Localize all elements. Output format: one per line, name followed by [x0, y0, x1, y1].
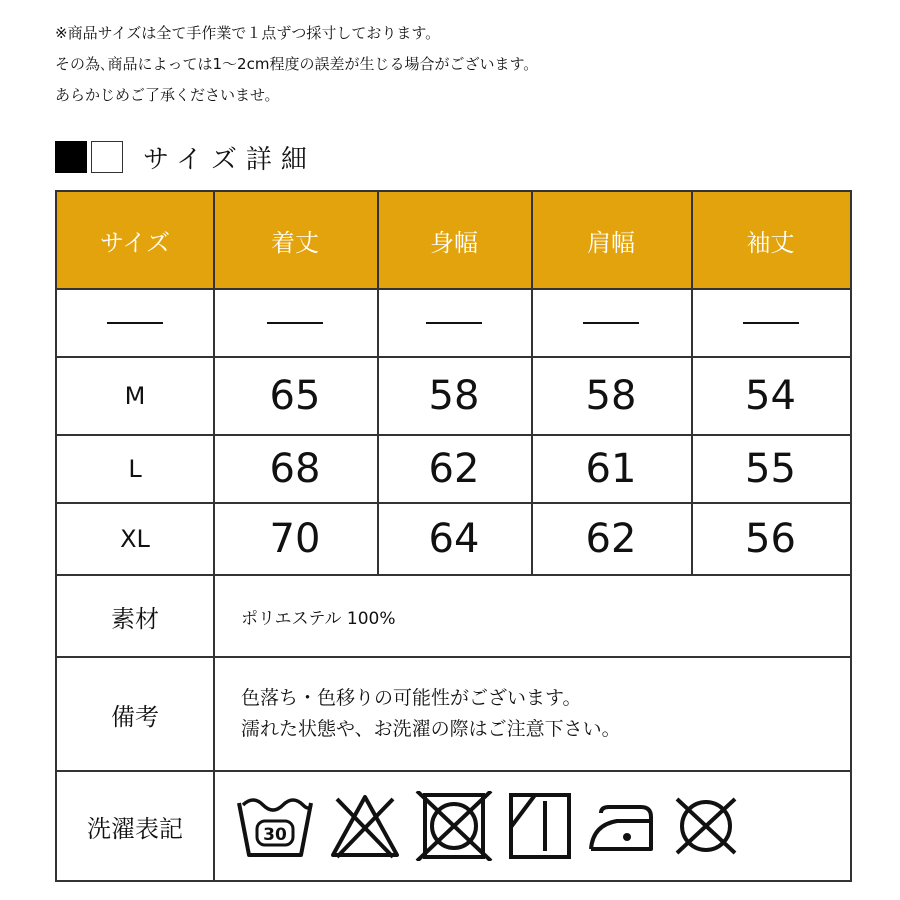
l-length: 68: [269, 446, 321, 492]
remarks-label: 備考: [111, 702, 159, 731]
size-xl: XL: [120, 525, 150, 553]
xl-length: 70: [269, 516, 321, 562]
remarks-line-1: 色落ち・色移りの可能性がございます。: [241, 687, 582, 709]
grid-line: [691, 192, 693, 574]
m-shoulder: 58: [585, 373, 637, 419]
grid-line: [57, 770, 850, 772]
section-title-text: サイズ詳細: [143, 144, 316, 175]
table-row: [57, 290, 850, 356]
note-line-2: その為､商品によっては1～2cm程度の誤差が生じる場合がございます。: [55, 55, 539, 73]
l-width: 62: [428, 446, 480, 492]
section-title: [55, 138, 316, 176]
m-width: 58: [428, 373, 480, 419]
grid-line: [57, 574, 850, 576]
size-notes: [55, 18, 538, 111]
no-dry-clean-icon: [671, 791, 741, 861]
care-icons: [215, 772, 850, 880]
dash-mark: [583, 322, 639, 324]
dash-mark: [743, 322, 799, 324]
note-line-3: あらかじめご了承くださいませ。: [55, 86, 280, 104]
header-width: 身幅: [430, 228, 478, 257]
size-table: [55, 190, 852, 882]
size-m: M: [124, 382, 146, 410]
m-length: 65: [269, 373, 321, 419]
white-square-icon: [91, 141, 123, 173]
m-sleeve: 54: [745, 373, 796, 419]
drip-dry-shade-icon: [507, 791, 573, 861]
remarks-text: [215, 658, 850, 770]
xl-width: 64: [428, 516, 480, 562]
grid-line: [213, 192, 215, 880]
grid-line: [377, 192, 379, 574]
table-row: [57, 436, 850, 502]
grid-line: [57, 356, 850, 358]
header-length: 着丈: [271, 228, 319, 257]
grid-line: [57, 434, 850, 436]
size-l: L: [128, 455, 142, 483]
material-label: 素材: [111, 604, 159, 633]
note-line-1: ※商品サイズは全て手作業で１点ずつ採寸しております。: [55, 24, 441, 42]
table-header-row: [57, 192, 850, 288]
table-row: [57, 504, 850, 574]
no-tumble-dry-icon: [415, 791, 493, 861]
care-label: 洗濯表記: [87, 814, 183, 843]
grid-line: [531, 192, 533, 574]
wash-30-icon: [235, 791, 315, 861]
table-row: [57, 358, 850, 434]
header-shoulder: 肩幅: [587, 228, 635, 257]
xl-shoulder: 62: [585, 516, 637, 562]
material-row: [57, 576, 850, 656]
grid-line: [57, 288, 850, 290]
material-value: ポリエステル 100%: [241, 608, 396, 629]
remarks-row: [57, 658, 850, 770]
iron-low-icon: [587, 791, 657, 861]
grid-line: [57, 656, 850, 658]
no-bleach-icon: [329, 791, 401, 861]
dash-mark: [107, 322, 163, 324]
care-row: [57, 772, 850, 880]
l-shoulder: 61: [585, 446, 637, 492]
header-size: サイズ: [99, 228, 171, 257]
grid-line: [57, 502, 850, 504]
wash-temp-text: 30: [263, 825, 287, 845]
dash-mark: [267, 322, 323, 324]
dash-mark: [426, 322, 482, 324]
xl-sleeve: 56: [745, 516, 796, 562]
header-sleeve: 袖丈: [746, 228, 795, 257]
remarks-line-2: 濡れた状態や、お洗濯の際はご注意下さい。: [241, 718, 621, 740]
black-square-icon: [55, 141, 87, 173]
l-sleeve: 55: [745, 446, 796, 492]
